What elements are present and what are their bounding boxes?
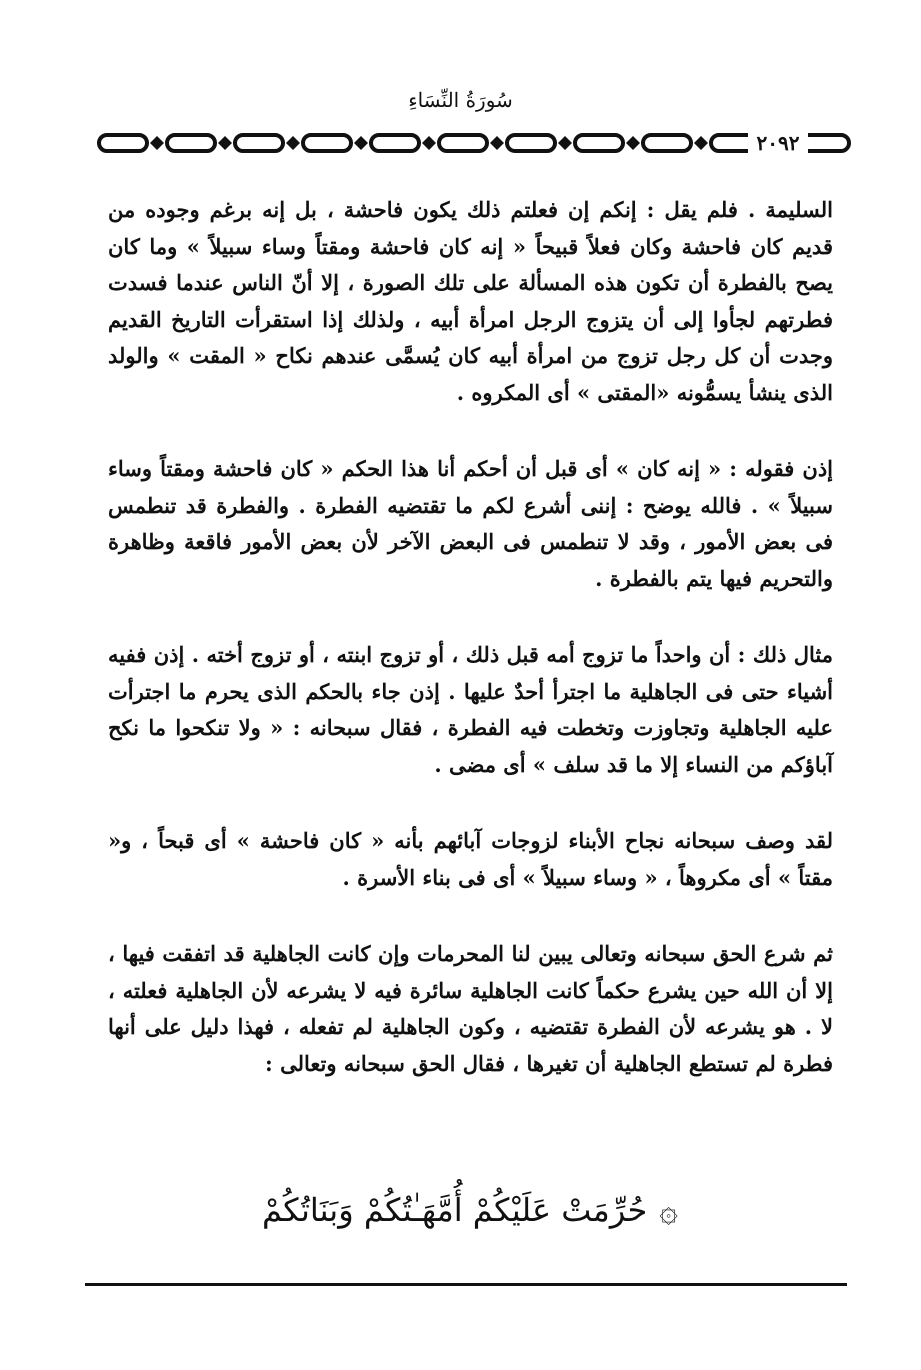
paragraph: السليمة . فلم يقل : إنكم إن فعلتم ذلك يكون فاحشة ، بل إنه برغم وجوده من قديم كان فاحشة وكان فعلاً قبيحاً « إنه كان فاحشة ومقتاً وساء سبيلاً » وما كان يصح بالفطرة أن تكون هذه المسألة على تلك الصورة ، إلا أنّ الناس عندما فسدت فطرتهم لجأوا إلى أن يتزوج الرجل امرأة أبيه ، ولذلك إذا استقرأت التاريخ القديم وجدت أن كل رجل تزوج من امرأة أبيه كان يُسمَّى عندهم نكاح « المقت » والولد الذى ينشأ يسمُّونه «المقتى » أى المكروه .: [108, 197, 833, 405]
decorative-header-border: [95, 128, 855, 158]
verse-text: حُرِّمَتْ عَلَيْكُمْ أُمَّهَـٰتُكُمْ وَبَنَاتُكُمْ: [262, 1191, 648, 1229]
surah-title: سُورَةُ النِّسَاءِ: [408, 88, 513, 112]
bottom-divider: [85, 1283, 847, 1286]
paragraph: ثم شرع الحق سبحانه وتعالى يبين لنا المحرمات وإن كانت الجاهلية قد اتفقت فيها ، إلا أن الله حين يشرع حكماً كانت الجاهلية سائرة فيه لا يشرعه لأن الجاهلية فعلته ، لا . هو يشرعه لأن الفطرة تقتضيه ، وكون الجاهلية لم تفعله ، فهذا دليل على أنها فطرة لم تستطع الجاهلية أن تغيرها ، فقال الحق سبحانه وتعالى :: [108, 941, 833, 1076]
paragraph: لقد وصف سبحانه نجاح الأبناء لزوجات آبائهم بأنه « كان فاحشة » أى قبحاً ، و« مقتاً » أى مكروهاً ، « وساء سبيلاً » أى فى بناء الأسرة .: [108, 828, 833, 890]
paragraph: إذن فقوله : « إنه كان » أى قبل أن أحكم أنا هذا الحكم « كان فاحشة ومقتاً وساء سبيلاً » . فالله يوضح : إننى أشرع لكم ما تقتضيه الفطرة . والفطرة قد تنطمس فى بعض الأمور ، وقد لا تنطمس فى البعض الآخر لأن بعض الأمور فاقعة وظاهرة والتحريم فيها يتم بالفطرة .: [108, 456, 833, 591]
quran-verse: [190, 1180, 750, 1240]
main-text: [108, 192, 833, 1122]
page-number: ٢٠٩٢: [748, 129, 808, 157]
verse-start-ornament-icon: ۞: [659, 1191, 678, 1229]
paragraph: مثال ذلك : أن واحداً ما تزوج أمه قبل ذلك ، أو تزوج ابنته ، أو تزوج أخته . إذن ففيه أشياء حتى فى الجاهلية ما اجترأ أحدٌ عليها . إذن جاء بالحكم الذى يحرم ما اجترأت عليه الجاهلية وتجاوزت وتخطت فيه الفطرة ، فقال سبحانه : « ولا تنكحوا ما نكح آباؤكم من النساء إلا ما قد سلف » أى مضى .: [108, 642, 833, 777]
